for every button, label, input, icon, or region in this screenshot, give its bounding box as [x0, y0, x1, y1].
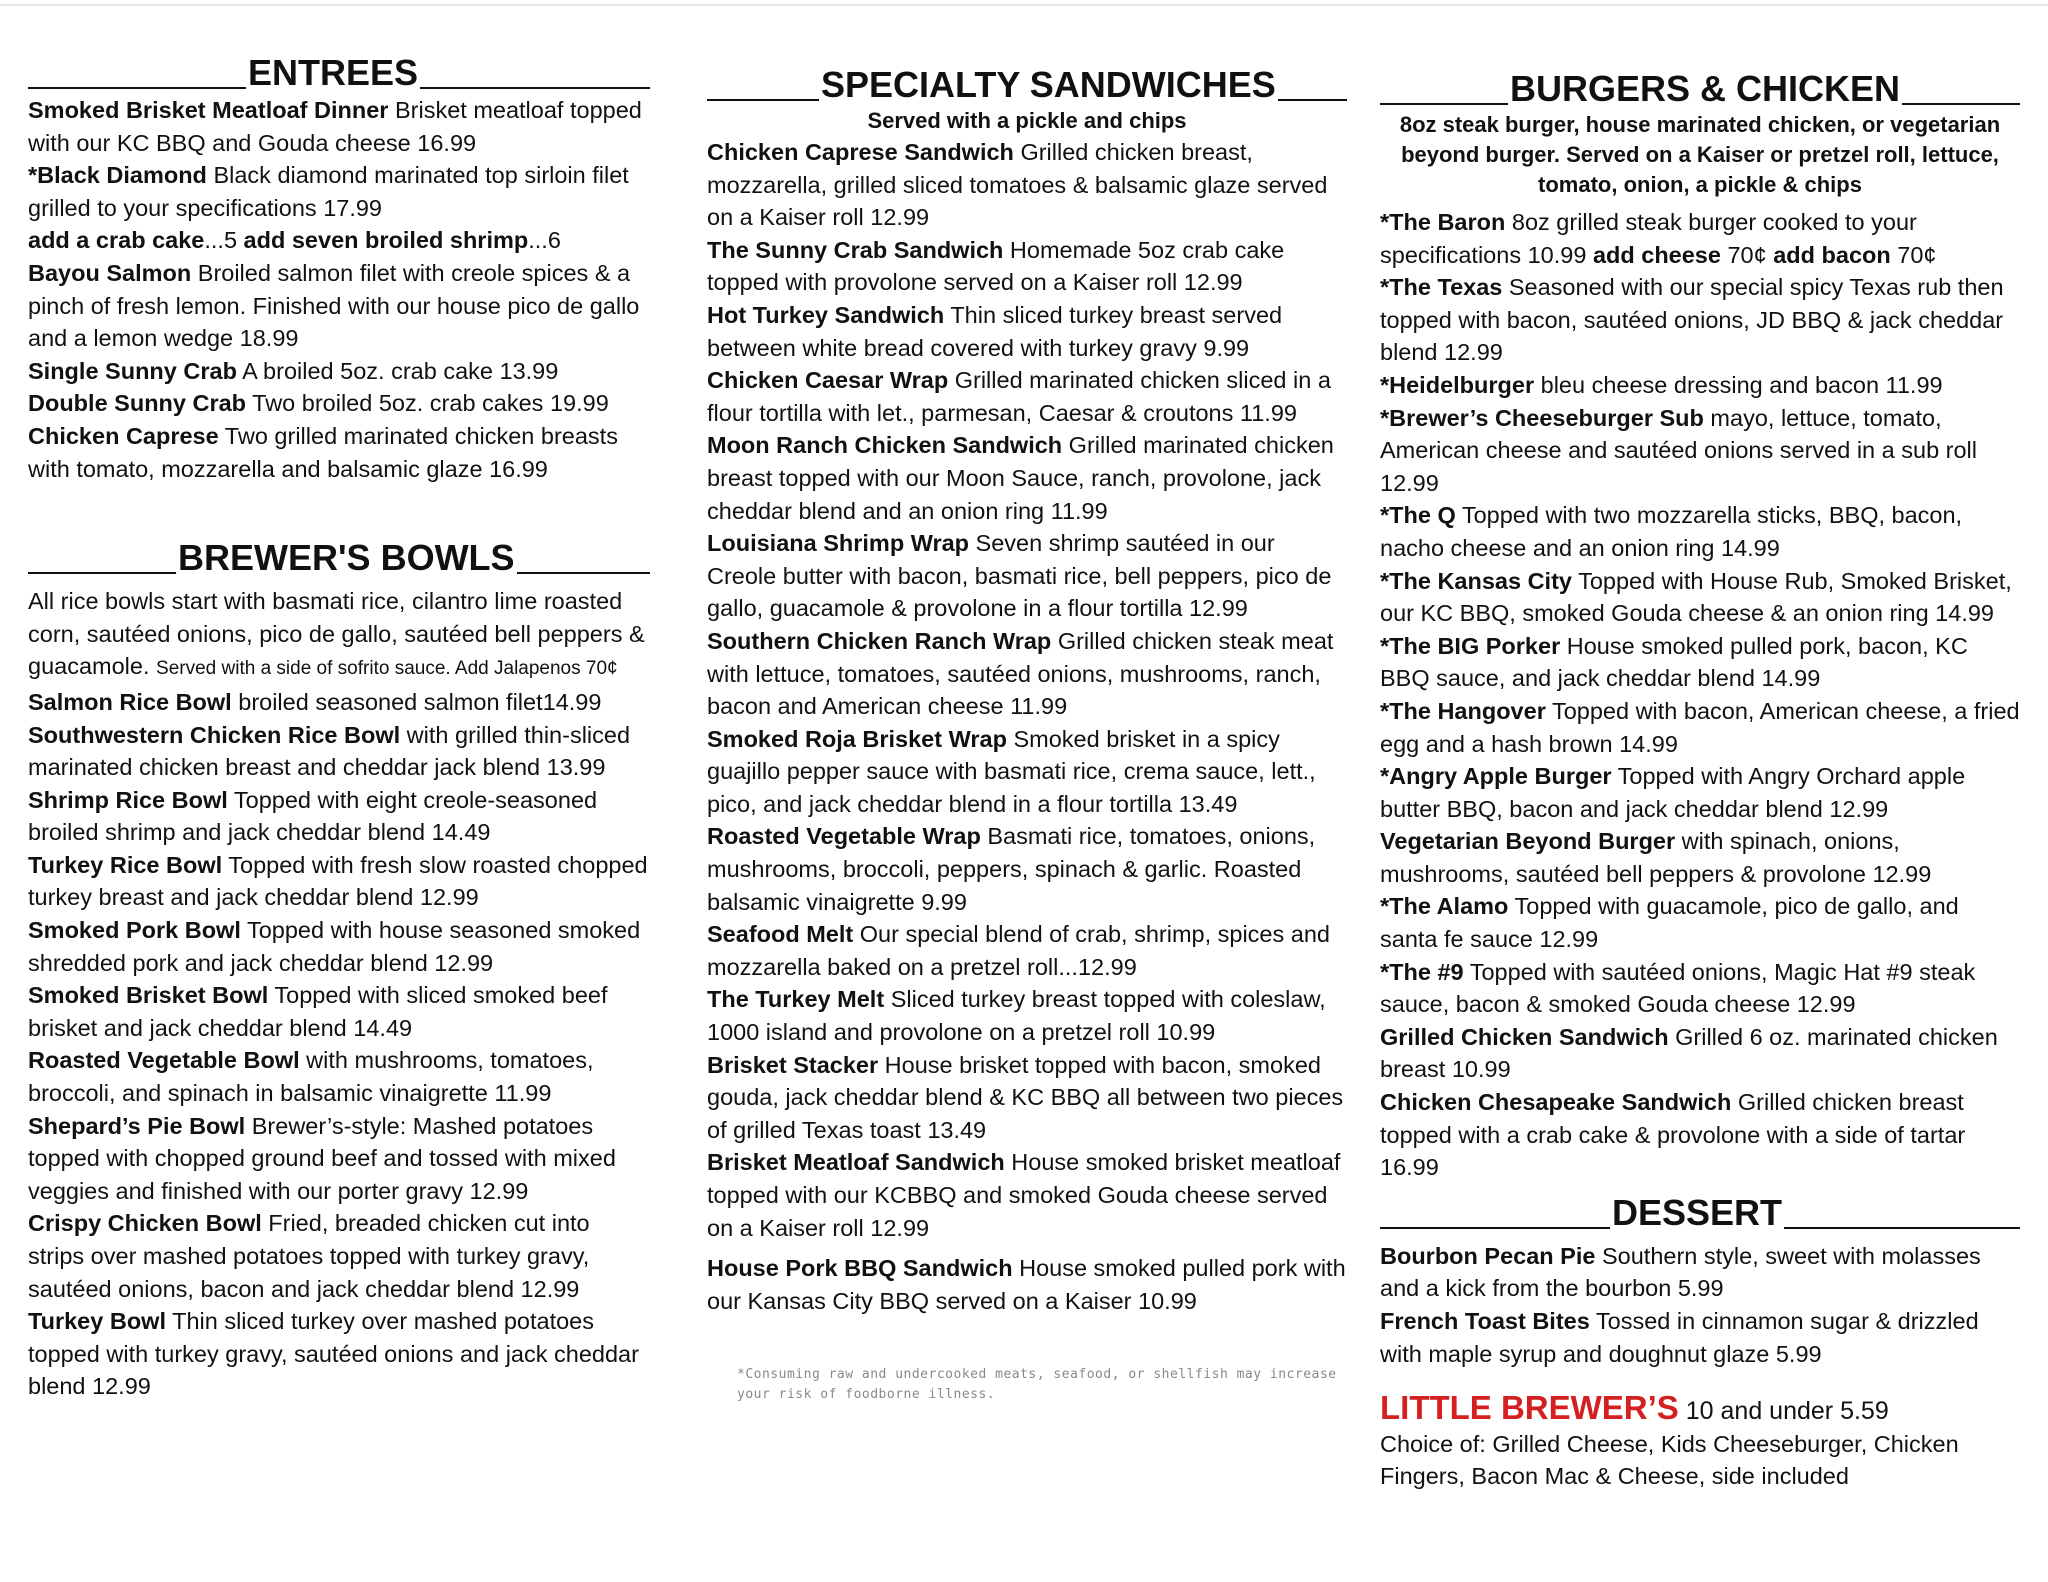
sandwiches-title: SPECIALTY SANDWICHES — [821, 64, 1276, 105]
kids-menu — [1380, 1389, 2020, 1493]
menu-item: Single Sunny Crab A broiled 5oz. crab cake 13.99 — [28, 357, 559, 384]
burgers-list — [1380, 206, 2020, 1184]
menu-item: *Brewer’s Cheeseburger Sub mayo, lettuce, tomato, American cheese and sautéed onions served in a sub roll 12.99 — [1380, 404, 1978, 496]
column-middle — [707, 64, 1347, 1405]
sandwiches-heading — [707, 64, 1347, 106]
menu-item: The Turkey Melt Sliced turkey breast topped with coleslaw, 1000 island and provolone on a pretzel roll 10.99 — [707, 986, 1326, 1046]
heading-rule — [1380, 103, 1508, 105]
heading-rule — [1784, 1227, 2020, 1229]
menu-item: Salmon Rice Bowl broiled seasoned salmon filet14.99 — [28, 688, 602, 715]
heading-rule — [28, 572, 176, 574]
kids-menu-choices: Choice of: Grilled Cheese, Kids Cheeseburger, Chicken Fingers, Bacon Mac & Cheese, side included — [1380, 1430, 1959, 1490]
menu-item: *The BIG Porker House smoked pulled pork, bacon, KC BBQ sauce, and jack cheddar blend 14.99 — [1380, 632, 1968, 692]
entrees-heading — [28, 52, 650, 94]
burgers-subtitle: 8oz steak burger, house marinated chicken, or vegetarian beyond burger. Served on a Kaiser or pretzel roll, lettuce, tomato, onion, a pickle & chips — [1399, 112, 2001, 197]
menu-item: Vegetarian Beyond Burger with spinach, onions, mushrooms, sautéed bell peppers & provolone 12.99 — [1380, 828, 1932, 887]
menu-item: *The Hangover Topped with bacon, American cheese, a fried egg and a hash brown 14.99 — [1380, 697, 2020, 757]
bowls-list — [28, 686, 650, 1403]
menu-item: Southwestern Chicken Rice Bowl with grilled thin-sliced marinated chicken breast and cheddar jack blend 13.99 — [28, 721, 631, 781]
menu-item: *Heidelburger bleu cheese dressing and bacon 11.99 — [1380, 371, 1943, 398]
menu-item: *The Baron 8oz grilled steak burger cooked to your specifications 10.99 add cheese 70¢ add bacon 70¢ — [1380, 209, 1937, 268]
heading-rule — [1380, 1227, 1610, 1229]
menu-item: Double Sunny Crab Two broiled 5oz. crab cakes 19.99 — [28, 390, 609, 417]
dessert-list — [1380, 1240, 2020, 1370]
menu-item: Roasted Vegetable Bowl with mushrooms, tomatoes, broccoli, and spinach in balsamic vinaigrette 11.99 — [28, 1047, 594, 1107]
menu-item: The Sunny Crab Sandwich Homemade 5oz crab cake topped with provolone served on a Kaiser roll 12.99 — [707, 236, 1285, 296]
menu-item: Shrimp Rice Bowl Topped with eight creole-seasoned broiled shrimp and jack cheddar blend 14.49 — [28, 786, 598, 846]
menu-item: *Angry Apple Burger Topped with Angry Orchard apple butter BBQ, bacon and jack cheddar blend 12.99 — [1380, 763, 1966, 822]
menu-item: Turkey Rice Bowl Topped with fresh slow roasted chopped turkey breast and jack cheddar blend 12.99 — [28, 851, 648, 911]
menu-item: Bourbon Pecan Pie Southern style, sweet with molasses and a kick from the bourbon 5.99 — [1380, 1242, 1981, 1302]
menu-item: Moon Ranch Chicken Sandwich Grilled marinated chicken breast topped with our Moon Sauce, ranch, provolone, jack cheddar blend and an onion ring 11.99 — [707, 432, 1334, 524]
dessert-title: DESSERT — [1612, 1191, 1783, 1233]
menu-item: Chicken Caprese Two grilled marinated chicken breasts with tomato, mozzarella and balsamic glaze 16.99 — [28, 422, 618, 482]
burgers-title: BURGERS & CHICKEN — [1510, 68, 1901, 109]
menu-item: Hot Turkey Sandwich Thin sliced turkey breast served between white bread covered with turkey gravy 9.99 — [707, 301, 1283, 361]
column-left — [28, 52, 650, 1403]
menu-item: Roasted Vegetable Wrap Basmati rice, tomatoes, onions, mushrooms, broccoli, peppers, spinach & garlic. Roasted balsamic vinaigrette 9.99 — [707, 823, 1316, 915]
entrees-list — [28, 94, 650, 485]
menu-item: *The Q Topped with two mozzarella sticks, BBQ, bacon, nacho cheese and an onion ring 14.99 — [1380, 502, 1963, 561]
menu-item: Shepard’s Pie Bowl Brewer’s-style: Mashed potatoes topped with chopped ground beef and tossed with mixed veggies and finished with our porter gravy 12.99 — [28, 1112, 616, 1204]
dessert-heading — [1380, 1192, 2020, 1234]
menu-item: Smoked Brisket Bowl Topped with sliced smoked beef brisket and jack cheddar blend 14.49 — [28, 982, 608, 1041]
menu-item: Smoked Brisket Meatloaf Dinner Brisket meatloaf topped with our KC BBQ and Gouda cheese 16.99 — [28, 97, 642, 156]
menu-item: Smoked Pork Bowl Topped with house seasoned smoked shredded pork and jack cheddar blend 12.99 — [28, 917, 641, 976]
menu-item: Chicken Caesar Wrap Grilled marinated chicken sliced in a flour tortilla with let., parmesan, Caesar & croutons 11.99 — [707, 367, 1331, 426]
heading-rule — [1902, 103, 2020, 105]
kids-menu-title: LITTLE BREWER’S — [1380, 1389, 1679, 1427]
menu-item: *The #9 Topped with sautéed onions, Magic Hat #9 steak sauce, bacon & smoked Gouda cheese 12.99 — [1380, 958, 1976, 1018]
heading-rule — [420, 87, 650, 89]
heading-rule — [1278, 99, 1347, 101]
menu-item: Turkey Bowl Thin sliced turkey over mashed potatoes topped with turkey gravy, sautéed onions and jack cheddar blend 12.99 — [28, 1308, 639, 1400]
menu-item: Crispy Chicken Bowl Fried, breaded chicken cut into strips over mashed potatoes topped with turkey gravy, sautéed onions, bacon and jack cheddar blend 12.99 — [28, 1210, 590, 1302]
menu-item: Louisiana Shrimp Wrap Seven shrimp sautéed in our Creole butter with bacon, basmati rice, bell peppers, pico de gallo, guacamole & provolone in a flour tortilla 12.99 — [707, 530, 1332, 622]
menu-item: Chicken Caprese Sandwich Grilled chicken breast, mozzarella, grilled sliced tomatoes & balsamic glaze served on a Kaiser roll 12.99 — [707, 139, 1328, 231]
menu-item: Brisket Stacker House brisket topped with bacon, smoked gouda, jack cheddar blend & KC BBQ all between two pieces of grilled Texas toast 13.49 — [707, 1051, 1344, 1143]
menu-item: Seafood Melt Our special blend of crab, shrimp, spices and mozzarella baked on a pretzel roll...12.99 — [707, 921, 1330, 980]
top-border — [0, 4, 2048, 6]
heading-rule — [28, 87, 246, 89]
menu-item: Smoked Roja Brisket Wrap Smoked brisket in a spicy guajillo pepper sauce with basmati rice, crema sauce, lett., pico, and jack cheddar blend in a flour tortilla 13.49 — [707, 725, 1316, 817]
spacer — [28, 485, 650, 537]
burgers-heading — [1380, 68, 2020, 110]
menu-item-addons: add a crab cake...5 add seven broiled shrimp...6 — [28, 227, 561, 254]
menu-item: *The Kansas City Topped with House Rub, Smoked Brisket, our KC BBQ, smoked Gouda cheese & an onion ring 14.99 — [1380, 567, 2012, 627]
entrees-title: ENTREES — [248, 52, 419, 93]
bowls-title: BREWER'S BOWLS — [178, 537, 515, 579]
menu-item: Southern Chicken Ranch Wrap Grilled chicken steak meat with lettuce, tomatoes, sautéed onions, mushrooms, ranch, bacon and American cheese 11.99 — [707, 627, 1334, 720]
sandwiches-subtitle: Served with a pickle and chips — [867, 108, 1187, 133]
kids-menu-age-price: 10 and under 5.59 — [1678, 1397, 1889, 1426]
menu-item: *Black Diamond Black diamond marinated top sirloin filet grilled to your specifications 17.99 — [28, 162, 629, 221]
bowls-intro: All rice bowls start with basmati rice, cilantro lime roasted corn, sautéed onions, pico de gallo, sautéed bell peppers & guacamole. Served with a side of sofrito sauce. Add Jalapenos 70¢ — [28, 588, 645, 680]
menu-item: Chicken Chesapeake Sandwich Grilled chicken breast topped with a crab cake & provolone with a side of tartar 16.99 — [1380, 1089, 1966, 1181]
heading-rule — [517, 572, 650, 574]
menu-item: Brisket Meatloaf Sandwich House smoked brisket meatloaf topped with our KCBBQ and smoked Gouda cheese served on a Kaiser roll 12.99 — [707, 1149, 1341, 1241]
menu-item: French Toast Bites Tossed in cinnamon sugar & drizzled with maple syrup and doughnut glaze 5.99 — [1380, 1308, 1979, 1367]
menu-item: *The Texas Seasoned with our special spicy Texas rub then topped with bacon, sautéed onions, JD BBQ & jack cheddar blend 12.99 — [1380, 274, 2004, 366]
food-safety-notice: *Consuming raw and undercooked meats, seafood, or shellfish may increase your risk of foodborne illness. — [737, 1367, 1337, 1403]
column-right — [1380, 68, 2020, 1493]
heading-rule — [707, 99, 819, 101]
menu-item: *The Alamo Topped with guacamole, pico de gallo, and santa fe sauce 12.99 — [1380, 893, 1959, 953]
bowls-heading — [28, 537, 650, 579]
sandwiches-list — [707, 136, 1347, 1317]
menu-item: Bayou Salmon Broiled salmon filet with creole spices & a pinch of fresh lemon. Finished with our house pico de gallo and a lemon wedge 18.99 — [28, 259, 640, 352]
menu-item: Grilled Chicken Sandwich Grilled 6 oz. marinated chicken breast 10.99 — [1380, 1023, 1998, 1083]
menu-item: House Pork BBQ Sandwich House smoked pulled pork with our Kansas City BBQ served on a Kaiser 10.99 — [707, 1255, 1346, 1314]
kids-menu-header — [1380, 1389, 2020, 1428]
